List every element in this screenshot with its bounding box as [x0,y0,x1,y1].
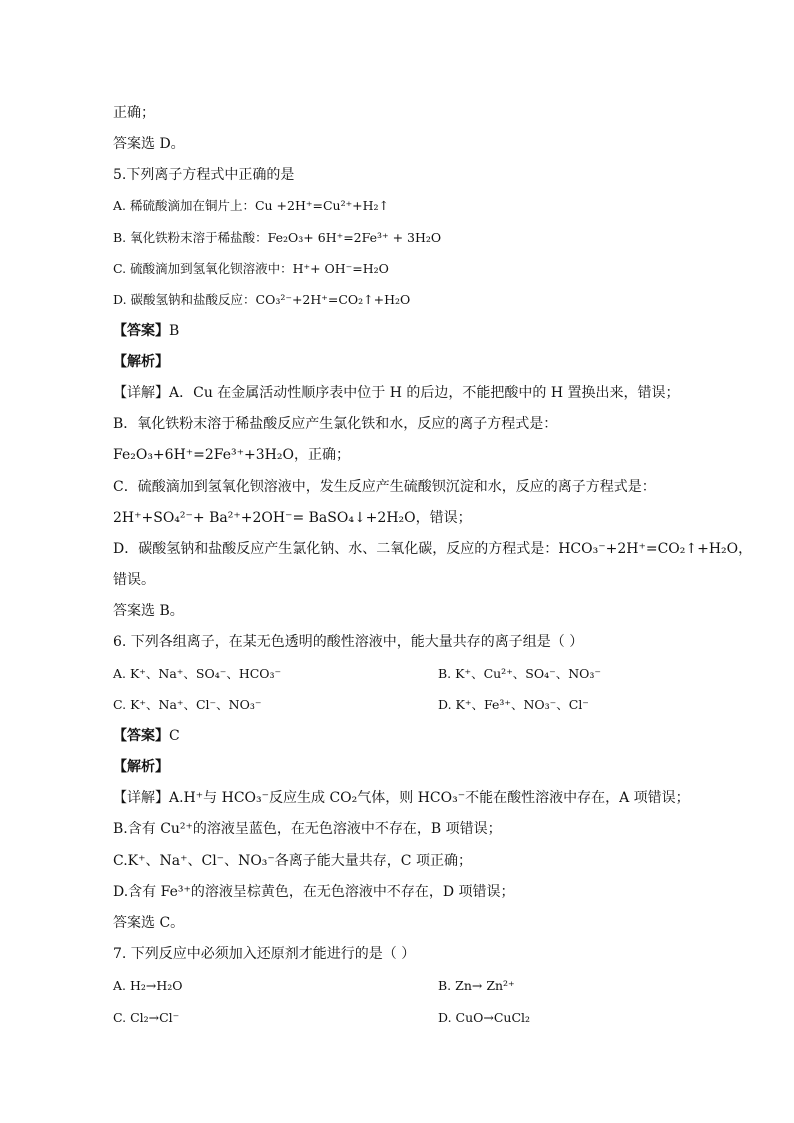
q6-answer-value: C [169,728,180,744]
q5-detail-3: Fe₂O₃+6H⁺=2Fe³⁺+3H₂O，正确； [113,447,350,463]
q7-option-c: C. Cl₂→Cl⁻ [113,1010,180,1025]
q6-option-b: B. K⁺、Cu²⁺、SO₄⁻、NO₃⁻ [438,666,602,681]
q5-stem: 5.下列离子方程式中正确的是 [113,167,295,183]
q5-detail-4: C．硫酸滴加到氢氧化钡溶液中，发生反应产生硫酸钡沉淀和水，反应的离子方程式是： [113,479,656,495]
q5-detail-5: 2H⁺+SO₄²⁻+ Ba²⁺+2OH⁻= BaSO₄↓+2H₂O，错误； [113,510,472,526]
prev-answer-line: 答案选 D。 [113,136,185,152]
q6-analysis-tag: 【解析】 [113,759,169,775]
q7-option-a: A. H₂→H₂O [113,978,183,993]
q6-detail-2: B.含有 Cu²⁺的溶液呈蓝色，在无色溶液中不存在，B 项错误； [113,821,502,837]
q5-analysis-tag: 【解析】 [113,354,169,370]
q6-answer-tag: 【答案】 [113,728,169,744]
q5-answer [113,321,179,341]
q5-option-b: B. 氧化铁粉末溶于稀盐酸：Fe₂O₃+ 6H⁺=2Fe³⁺ + 3H₂O [113,230,442,245]
q5-option-a: A. 稀硫酸滴加在铜片上：Cu +2H⁺=Cu²⁺+H₂↑ [113,198,390,213]
q6-final-answer: 答案选 C。 [113,915,185,931]
q7-option-d: D. CuO→CuCl₂ [438,1010,531,1025]
q5-detail-2: B．氧化铁粉末溶于稀盐酸反应产生氯化铁和水，反应的离子方程式是： [113,416,558,432]
q6-answer [113,726,180,746]
q7-option-b: B. Zn→ Zn²⁺ [438,978,515,993]
q6-stem: 6. 下列各组离子，在某无色透明的酸性溶液中，能大量共存的离子组是（ ） [113,634,584,650]
q5-option-d: D. 碳酸氢钠和盐酸反应：CO₃²⁻+2H⁺=CO₂↑+H₂O [113,292,411,307]
q7-stem: 7. 下列反应中必须加入还原剂才能进行的是（ ） [113,946,416,962]
prev-text-line: 正确； [113,105,155,121]
q6-option-a: A. K⁺、Na⁺、SO₄⁻、HCO₃⁻ [113,666,282,681]
q5-answer-value: B [169,323,180,339]
q6-detail-3: C.K⁺、Na⁺、Cl⁻、NO₃⁻各离子能大量共存，C 项正确； [113,853,472,869]
q6-option-d: D. K⁺、Fe³⁺、NO₃⁻、Cl⁻ [438,697,589,712]
q6-detail-4: D.含有 Fe³⁺的溶液呈棕黄色，在无色溶液中不存在，D 项错误； [113,884,515,900]
q5-answer-tag: 【答案】 [113,323,169,339]
q6-detail-1: 【详解】A.H⁺与 HCO₃⁻反应生成 CO₂气体，则 HCO₃⁻不能在酸性溶液中存在，A 项错误； [113,790,690,806]
q5-final-answer: 答案选 B。 [113,603,184,619]
q5-detail-7: 错误。 [113,572,155,588]
q5-detail-1: 【详解】A．Cu 在金属活动性顺序表中位于 H 的后边，不能把酸中的 H 置换出来，错误； [113,385,680,401]
q6-option-c: C. K⁺、Na⁺、Cl⁻、NO₃⁻ [113,697,262,712]
q5-detail-6: D．碳酸氢钠和盐酸反应产生氯化钠、水、二氧化碳，反应的方程式是：HCO₃⁻+2H⁺=CO₂↑+H₂O， [113,541,753,557]
q5-option-c: C. 硫酸滴加到氢氧化钡溶液中：H⁺+ OH⁻=H₂O [113,261,389,276]
